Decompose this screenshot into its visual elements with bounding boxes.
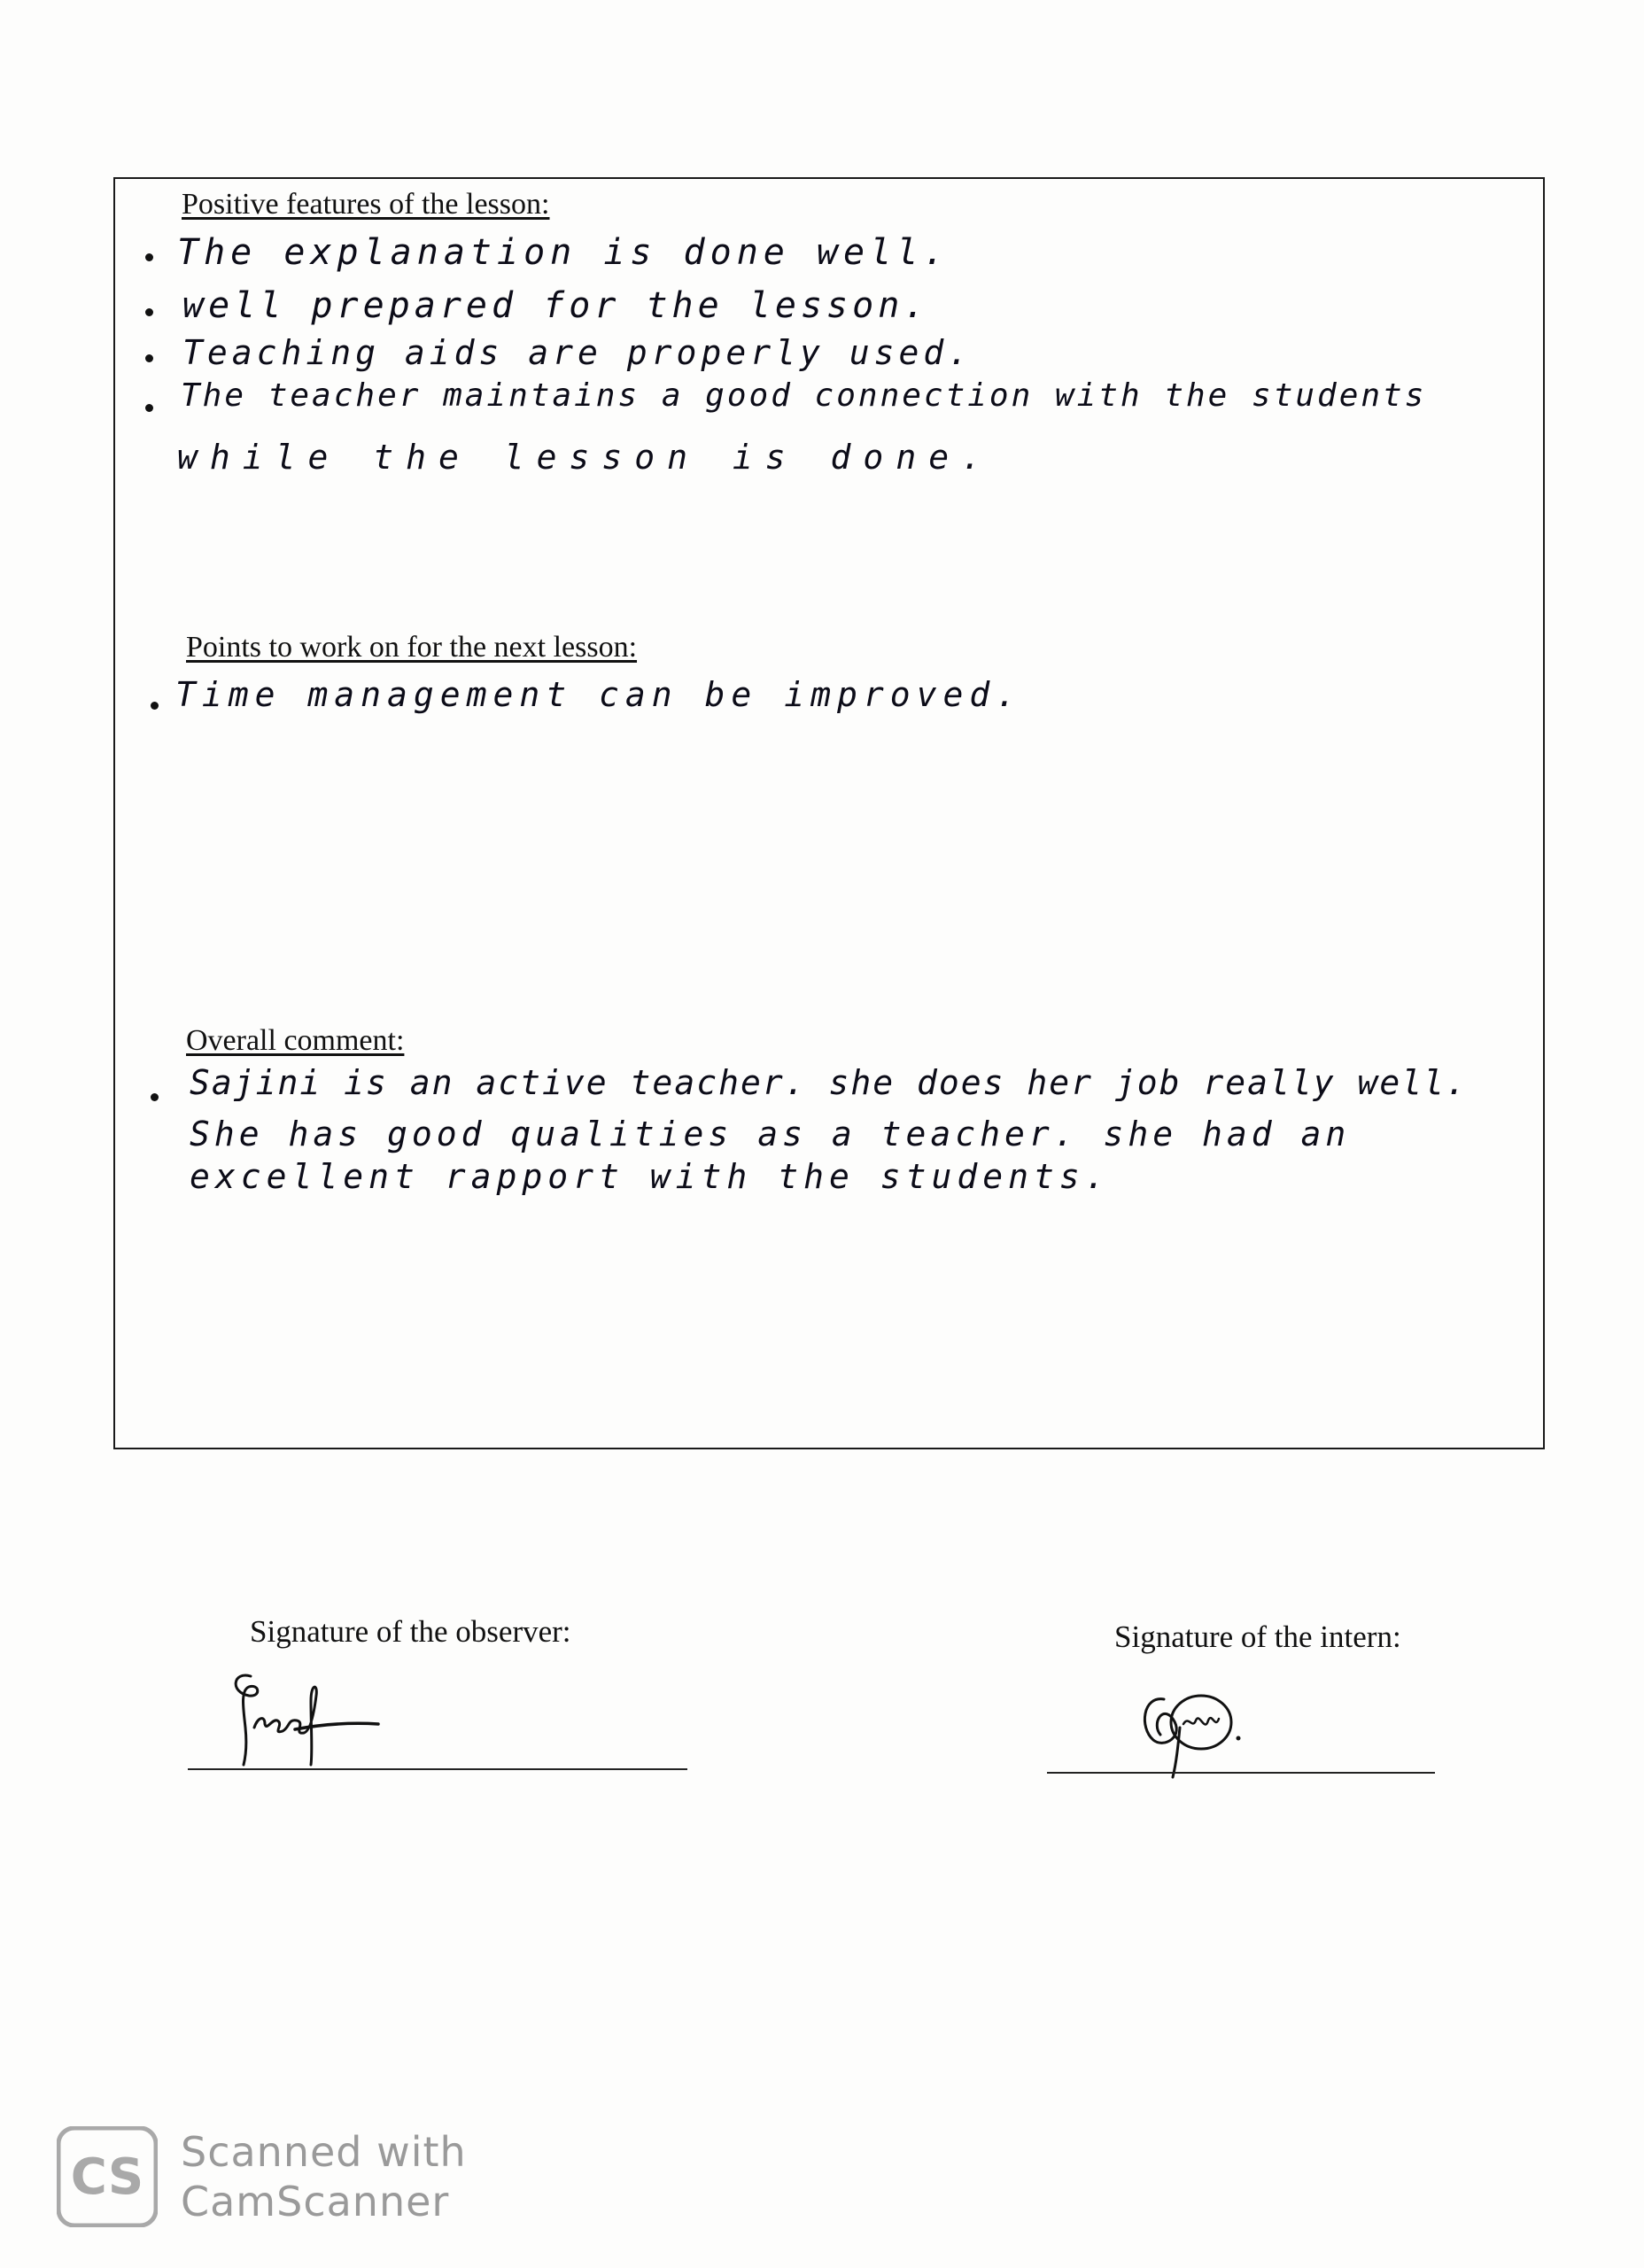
observer-signature-line: [188, 1768, 687, 1770]
positive-heading: Positive features of the lesson:: [182, 188, 550, 221]
bullet-dot: [145, 404, 153, 412]
bullet-dot: [151, 1093, 159, 1101]
camscanner-text: [181, 2127, 467, 2226]
bullet-dot: [145, 354, 153, 362]
improve-line-1: Time management can be improved.: [175, 675, 1023, 714]
intern-signature: [1134, 1683, 1258, 1781]
observer-signature-label: Signature of the observer:: [250, 1614, 571, 1649]
overall-heading: Overall comment:: [186, 1024, 405, 1057]
overall-line-2: She has good qualities as a teacher. she had an: [190, 1115, 1351, 1153]
intern-signature-line: [1047, 1772, 1435, 1774]
camscanner-watermark: [57, 2126, 467, 2227]
observer-signature: [226, 1666, 385, 1772]
svg-text:CS: CS: [70, 2148, 144, 2206]
bullet-dot: [145, 308, 153, 316]
positive-line-2: well prepared for the lesson.: [182, 285, 930, 326]
positive-line-1: The explanation is done well.: [177, 232, 950, 273]
bullet-dot: [145, 253, 153, 261]
watermark-line-2: CamScanner: [181, 2178, 450, 2225]
overall-line-1: Sajini is an active teacher. she does her job really well.: [190, 1063, 1468, 1102]
camscanner-logo-icon: [57, 2126, 158, 2227]
bullet-dot: [151, 702, 159, 710]
improve-heading: Points to work on for the next lesson:: [186, 631, 638, 664]
positive-line-3: Teaching aids are properly used.: [182, 333, 973, 372]
watermark-line-1: Scanned with: [181, 2128, 467, 2176]
positive-line-5: while the lesson is done.: [177, 438, 994, 477]
overall-line-3: excellent rapport with the students.: [190, 1157, 1111, 1196]
positive-line-4: The teacher maintains a good connection with the students: [181, 377, 1427, 414]
intern-signature-label: Signature of the intern:: [1114, 1619, 1401, 1654]
